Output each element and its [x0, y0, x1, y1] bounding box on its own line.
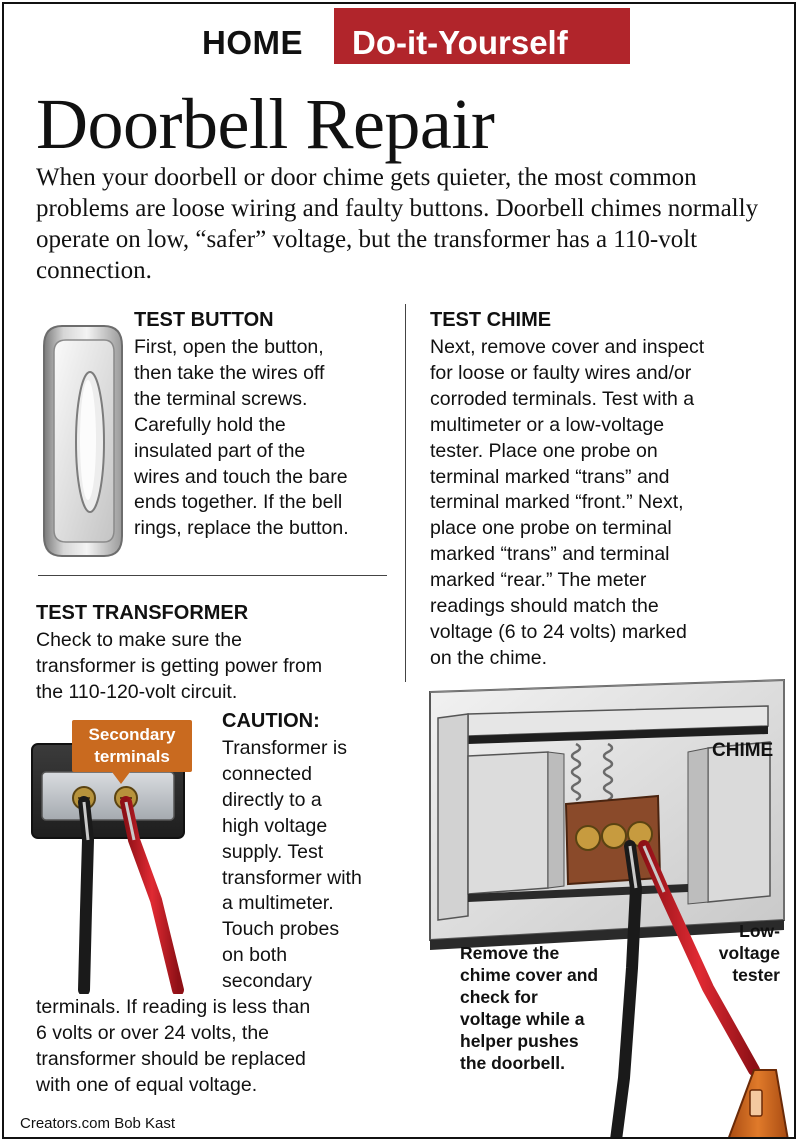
tag-line: Secondary: [88, 725, 176, 744]
conclusion-line: terminals. If reading is less than: [36, 996, 311, 1018]
credit-line: Creators.com Bob Kast: [20, 1115, 176, 1132]
page-title: Doorbell Repair: [36, 84, 495, 164]
caution-line: on both: [222, 944, 288, 967]
caution-line: Touch probes: [222, 918, 340, 941]
transformer-line: Check to make sure the: [36, 629, 242, 651]
transformer-conclusion: [36, 995, 396, 1099]
caution-line: secondary: [222, 970, 312, 993]
test-button-line: ends together. If the bell: [134, 491, 343, 514]
article-page: [2, 2, 796, 1139]
chime-line: terminal marked “front.” Next,: [430, 491, 684, 514]
conclusion-line: 6 volts or over 24 volts, the: [36, 1021, 270, 1044]
caution-line: supply. Test: [222, 840, 324, 863]
chime-label: CHIME: [712, 740, 774, 761]
chime-line: marked “rear.” The meter: [430, 569, 647, 592]
tester-label-line: voltage: [718, 943, 780, 963]
caution-heading: CAUTION:: [222, 710, 320, 732]
chime-callout-line: helper pushes: [460, 1031, 579, 1051]
tag-line: terminals: [94, 747, 170, 766]
chime-line: tester. Place one probe on: [430, 439, 658, 462]
conclusion-line: with one of equal voltage.: [36, 1073, 258, 1096]
chime-callout-line: Remove the: [460, 943, 560, 963]
test-button-text: [134, 335, 396, 542]
kicker-home: HOME: [202, 24, 303, 61]
chime-line: readings should match the: [430, 595, 659, 618]
low-voltage-tester-label: [714, 920, 780, 986]
test-chime-text: [430, 335, 790, 672]
kicker-do-it-yourself: Do-it-Yourself: [334, 8, 630, 64]
tag-pointer: [112, 772, 130, 784]
chime-callout: [460, 942, 620, 1074]
section-divider: [38, 575, 387, 576]
caution-line: directly to a: [222, 788, 322, 811]
test-transformer-heading: TEST TRANSFORMER: [36, 602, 249, 624]
chime-callout-line: chime cover and: [460, 965, 599, 985]
caution-text: [222, 736, 392, 995]
secondary-terminals-tag: [72, 720, 192, 772]
tester-label-line: Low-: [739, 921, 780, 941]
caution-line: Transformer is: [222, 737, 347, 759]
test-button-line: wires and touch the bare: [134, 465, 348, 488]
chime-callout-line: check for: [460, 987, 538, 1007]
chime-line: on the chime.: [430, 646, 548, 669]
test-button-line: then take the wires off: [134, 361, 325, 384]
chime-line: marked “trans” and terminal: [430, 543, 670, 566]
test-button-line: First, open the button,: [134, 336, 324, 358]
chime-line: place one probe on terminal: [430, 517, 672, 540]
chime-callout-line: voltage while a: [460, 1009, 585, 1029]
transformer-line: the 110-120-volt circuit.: [36, 680, 238, 703]
caution-line: high voltage: [222, 814, 328, 837]
chime-line: multimeter or a low-voltage: [430, 413, 665, 436]
tester-label-line: tester: [732, 965, 780, 985]
intro-paragraph: When your doorbell or door chime gets quieter, the most common problems are loose wiring and faulty buttons. Doorbell chimes normally operate on low, “safer” voltage, but the transformer has a 110-volt connection.: [36, 164, 759, 284]
test-button-line: insulated part of the: [134, 439, 306, 462]
test-button-line: the terminal screws.: [134, 387, 308, 410]
chime-line: terminal marked “trans” and: [430, 465, 670, 488]
transformer-line: transformer is getting power from: [36, 654, 323, 677]
chime-line: for loose or faulty wires and/or: [430, 361, 692, 384]
test-button-line: Carefully hold the: [134, 413, 286, 436]
column-divider: [405, 304, 406, 682]
chime-line: Next, remove cover and inspect: [430, 336, 705, 358]
chime-callout-line: the doorbell.: [460, 1053, 565, 1073]
doorbell-button-illustration: [40, 322, 126, 560]
caution-line: connected: [222, 762, 312, 785]
test-button-heading: TEST BUTTON: [134, 309, 274, 331]
caution-line: transformer with: [222, 866, 362, 889]
conclusion-line: transformer should be replaced: [36, 1047, 306, 1070]
caution-line: a multimeter.: [222, 892, 334, 915]
chime-line: voltage (6 to 24 volts) marked: [430, 620, 687, 643]
test-chime-heading: TEST CHIME: [430, 309, 552, 331]
test-button-line: rings, replace the button.: [134, 517, 349, 540]
chime-line: corroded terminals. Test with a: [430, 387, 695, 410]
test-transformer-text: [36, 628, 396, 706]
